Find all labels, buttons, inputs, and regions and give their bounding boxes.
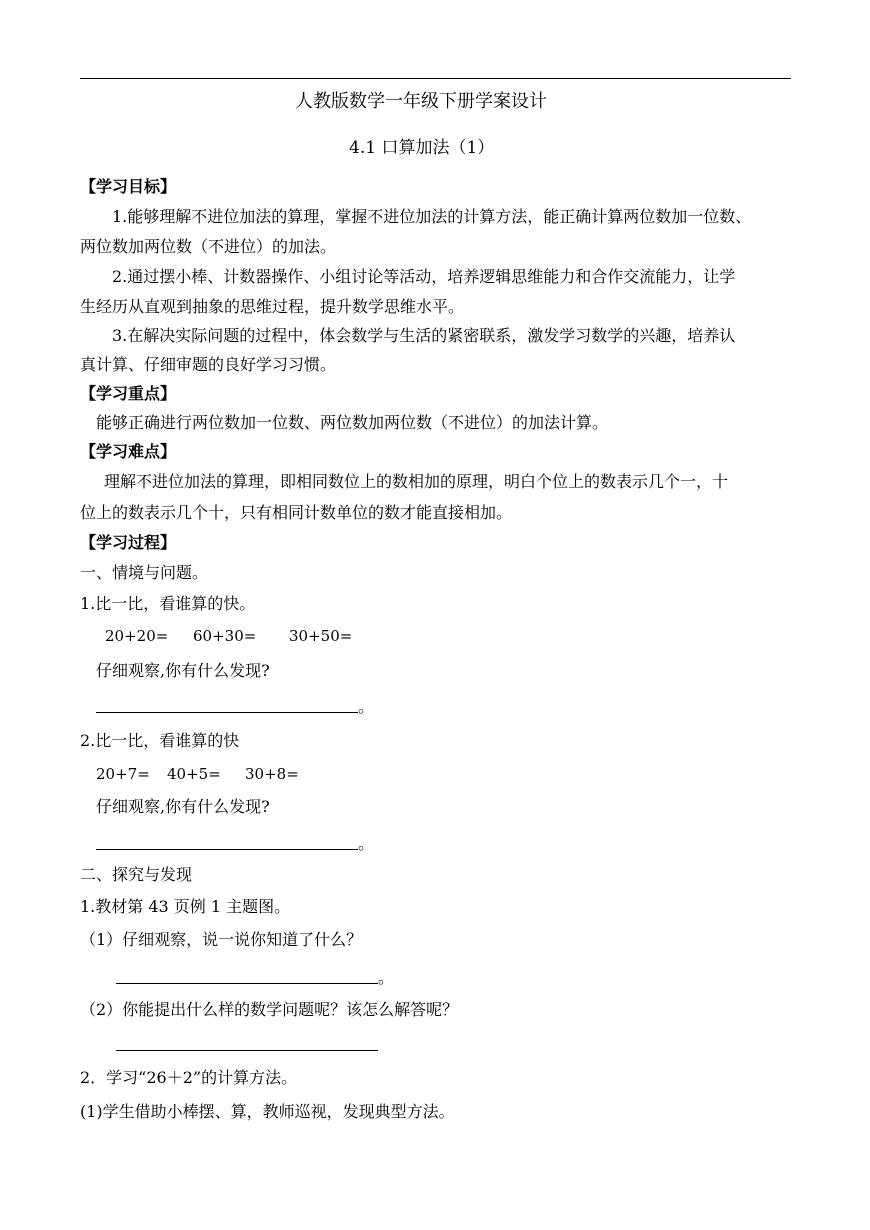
difficulty-line-2: 位上的数表示几个十，只有相同计数单位的数才能直接相加。 [80,503,513,522]
key-point-text: 能够正确进行两位数加一位数、两位数加两位数（不进位）的加法计算。 [96,413,609,432]
goals-heading: 【学习目标】 [80,177,177,196]
q2-expression-3: 30+8= [245,765,299,783]
question-3: 1.教材第 43 页例 1 主题图。 [80,897,291,916]
q1-observe-prompt: 仔细观察,你有什么发现? [96,661,270,680]
q3-2-answer-line [116,1050,378,1051]
difficulty-line-1: 理解不进位加法的算理，即相同数位上的数相加的原理，明白个位上的数表示几个一，十 [104,472,729,491]
lesson-subtitle: 4.1 口算加法（1） [349,138,495,158]
difficulty-heading: 【学习难点】 [80,442,177,461]
q2-observe-prompt: 仔细观察,你有什么发现? [96,797,270,816]
q3-1-answer-period: 。 [378,968,395,987]
q1-expression-1: 20+20= [105,627,169,645]
process-heading: 【学习过程】 [80,533,177,552]
goal-2-line-1: 2.通过摆小棒、计数器操作、小组讨论等活动，培养逻辑思维能力和合作交流能力，让学 [112,267,736,286]
q3-1-answer-line [116,983,378,984]
section-2-heading: 二、探究与发现 [80,865,193,884]
header-rule [80,78,791,79]
q2-expression-2: 40+5= [167,765,221,783]
goal-1-line-2: 两位数加两位数（不进位）的加法。 [80,237,337,256]
q1-expression-2: 60+30= [193,627,257,645]
question-2: 2.比一比，看谁算的快 [80,731,240,750]
goal-1-line-1: 1.能够理解不进位加法的算理，掌握不进位加法的计算方法，能正确计算两位数加一位数、 [112,207,752,226]
document-title: 人教版数学一年级下册学案设计 [295,91,547,112]
question-3-part-2: （2）你能提出什么样的数学问题呢？该怎么解答呢？ [80,1000,459,1019]
goal-3-line-1: 3.在解决实际问题的过程中，体会数学与生活的紧密联系，激发学习数学的兴趣，培养认 [112,326,736,345]
q1-expression-3: 30+50= [289,627,353,645]
question-1: 1.比一比，看谁算的快。 [80,594,256,613]
q1-answer-line [96,712,358,713]
goal-2-line-2: 生经历从直观到抽象的思维过程，提升数学思维水平。 [80,297,465,316]
section-1-heading: 一、情境与问题。 [80,563,209,582]
q1-answer-period: 。 [358,697,375,716]
q2-answer-line [96,849,358,850]
q2-expression-1: 20+7= [96,765,150,783]
key-point-heading: 【学习重点】 [80,384,177,403]
goal-3-line-2: 真计算、仔细审题的良好学习习惯。 [80,355,337,374]
question-3-part-1: （1）仔细观察，说一说你知道了什么？ [80,930,363,949]
q2-answer-period: 。 [358,834,375,853]
question-4: 2．学习“26＋2”的计算方法。 [80,1068,298,1087]
question-4-part-1: (1)学生借助小棒摆、算，教师巡视，发现典型方法。 [80,1102,455,1121]
